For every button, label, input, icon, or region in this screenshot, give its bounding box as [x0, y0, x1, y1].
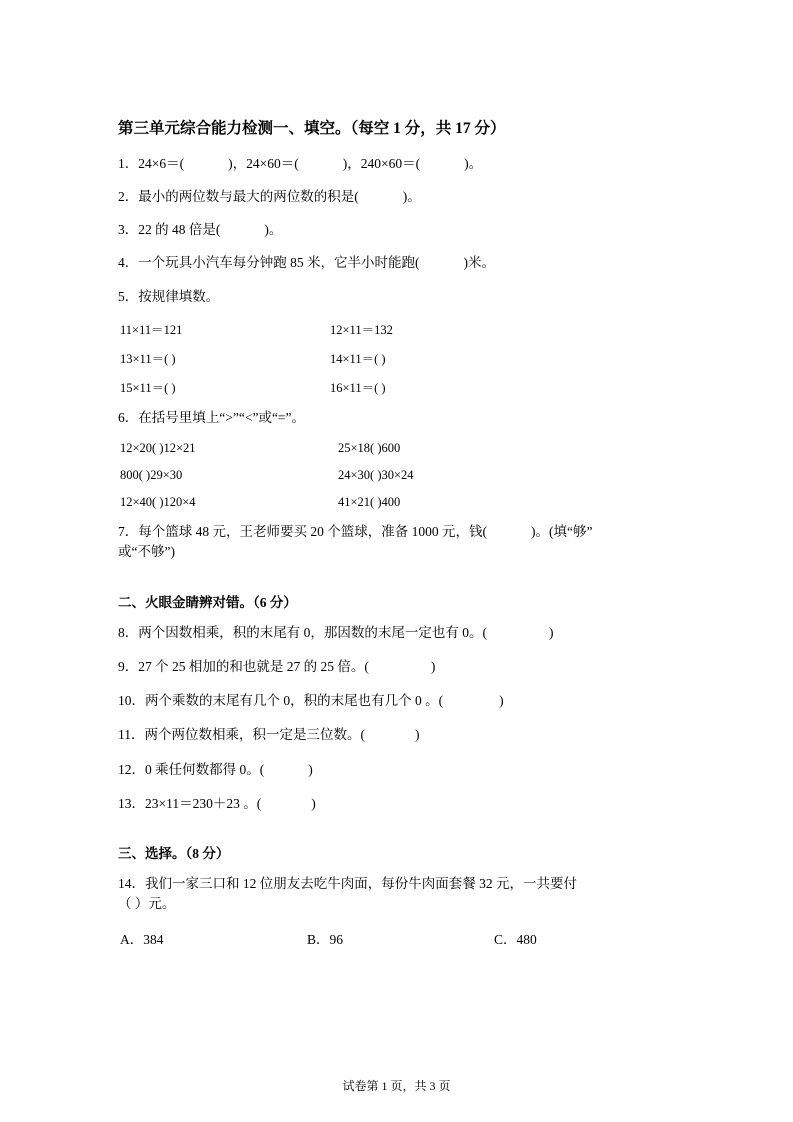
- question-8-tail: ): [549, 624, 554, 640]
- question-11-number: 11．: [118, 727, 145, 743]
- section-2-heading: 二、火眼金睛辨对错。（6 分）: [118, 594, 297, 610]
- question-1-part4: )。: [464, 155, 483, 171]
- question-3-number: 3．: [118, 222, 139, 238]
- question-7-line2: 或“不够”): [118, 544, 175, 560]
- question-13-tail: ): [311, 795, 316, 811]
- question-6: [118, 408, 681, 428]
- pattern-row: [118, 378, 681, 396]
- pattern-row: [118, 349, 681, 367]
- question-10-text: 两个乘数的末尾有几个 0，积的末尾也有几个 0 。(: [145, 693, 444, 709]
- question-4-number: 4．: [118, 255, 139, 271]
- question-12: [118, 760, 681, 780]
- question-10-number: 10．: [118, 693, 145, 709]
- question-14: [118, 874, 681, 915]
- question-11-tail: ): [415, 727, 420, 743]
- question-6-number: 6．: [118, 409, 139, 425]
- compare-cell[interactable]: 41×21( )400: [338, 495, 401, 510]
- question-12-text: 0 乘任何数都得 0。(: [145, 761, 265, 777]
- question-7-line1: 每个篮球 48 元，王老师要买 20 个篮球，准备 1000 元，钱(: [138, 524, 487, 540]
- question-3-text: 22 的 48 倍是(: [138, 222, 221, 238]
- question-10-tail: ): [499, 693, 504, 709]
- question-13: [118, 794, 681, 814]
- question-8: [118, 623, 681, 643]
- question-8-number: 8．: [118, 624, 139, 640]
- question-10: [118, 691, 681, 711]
- compare-cell[interactable]: 25×18( )600: [338, 441, 401, 456]
- compare-cell[interactable]: 12×20( )12×21: [120, 441, 196, 456]
- question-1-part1: 24×6＝(: [138, 155, 185, 171]
- choice-c[interactable]: C．480: [494, 931, 537, 947]
- question-9-text: 27 个 25 相加的和也就是 27 的 25 倍。(: [138, 658, 369, 674]
- page-title-score: （每空 1 分，共 17 分）: [350, 120, 506, 137]
- question-1-part3: )，240×60＝(: [342, 155, 421, 171]
- compare-row: [118, 468, 681, 483]
- section-2-items: [118, 623, 681, 815]
- question-4: [118, 253, 681, 273]
- question-6-prompt: 在括号里填上“>”“<”或“=”。: [138, 409, 306, 425]
- pattern-cell[interactable]: 14×11＝( ): [330, 351, 386, 366]
- question-1-number: 1．: [118, 155, 139, 171]
- question-5-number: 5．: [118, 288, 139, 304]
- question-1-part2: )，24×60＝(: [228, 155, 299, 171]
- question-7-line1b: )。(填“够”: [531, 524, 593, 540]
- question-2-tail: )。: [402, 188, 421, 204]
- page-title: [118, 118, 681, 140]
- question-2-text: 最小的两位数与最大的两位数的积是(: [138, 188, 359, 204]
- question-7-number: 7．: [118, 524, 139, 540]
- question-14-line2[interactable]: （ ）元。: [118, 896, 176, 912]
- question-14-line1: 我们一家三口和 12 位朋友去吃牛肉面，每份牛肉面套餐 32 元，一共要付: [145, 876, 577, 892]
- question-3-tail: )。: [264, 222, 283, 238]
- compare-row: [118, 441, 681, 456]
- question-9-tail: ): [430, 658, 436, 674]
- choice-b[interactable]: B．96: [307, 931, 344, 947]
- question-14-number: 14．: [118, 876, 145, 892]
- question-12-number: 12．: [118, 761, 145, 777]
- question-11-text: 两个两位数相乘，积一定是三位数。(: [144, 727, 365, 743]
- compare-cell[interactable]: 800( )29×30: [120, 468, 183, 483]
- question-8-text: 两个因数相乘，积的末尾有 0，那因数的末尾一定也有 0。(: [138, 624, 487, 640]
- question-9: [118, 657, 681, 677]
- pattern-cell[interactable]: 16×11＝( ): [330, 380, 386, 395]
- compare-cell[interactable]: 12×40( )120×4: [120, 495, 196, 510]
- question-9-number: 9．: [118, 658, 139, 674]
- question-4-tail: )米。: [463, 255, 495, 271]
- pattern-cell: 12×11＝132: [330, 322, 393, 337]
- question-13-number: 13．: [118, 795, 145, 811]
- question-4-text: 一个玩具小汽车每分钟跑 85 米，它半小时能跑(: [138, 255, 420, 271]
- question-12-tail: ): [308, 761, 313, 777]
- page-title-section: 一、填空。: [273, 120, 351, 137]
- question-11: [118, 725, 681, 745]
- question-14-choices: [118, 928, 681, 948]
- pattern-cell: 11×11＝121: [120, 322, 183, 337]
- pattern-table: [118, 320, 681, 396]
- pattern-row: [118, 320, 681, 338]
- compare-cell[interactable]: 24×30( )30×24: [338, 468, 414, 483]
- page-title-main: 第三单元综合能力检测: [118, 120, 274, 137]
- page-footer: 试卷第 1 页，共 3 页: [342, 1079, 451, 1093]
- question-7: [118, 522, 681, 563]
- pattern-cell[interactable]: 15×11＝( ): [120, 380, 176, 395]
- question-3: [118, 220, 681, 240]
- question-1: [118, 154, 681, 174]
- question-13-text: 23×11＝230＋23 。(: [145, 795, 262, 811]
- pattern-cell[interactable]: 13×11＝( ): [120, 351, 176, 366]
- section-3-heading: 三、选择。（8 分）: [118, 846, 230, 862]
- question-2: [118, 187, 681, 207]
- question-2-number: 2．: [118, 188, 139, 204]
- choice-a[interactable]: A．384: [120, 931, 164, 947]
- question-5-text: 按规律填数。: [138, 288, 220, 304]
- compare-row: [118, 495, 681, 510]
- question-5: [118, 287, 681, 307]
- compare-table: [118, 441, 681, 510]
